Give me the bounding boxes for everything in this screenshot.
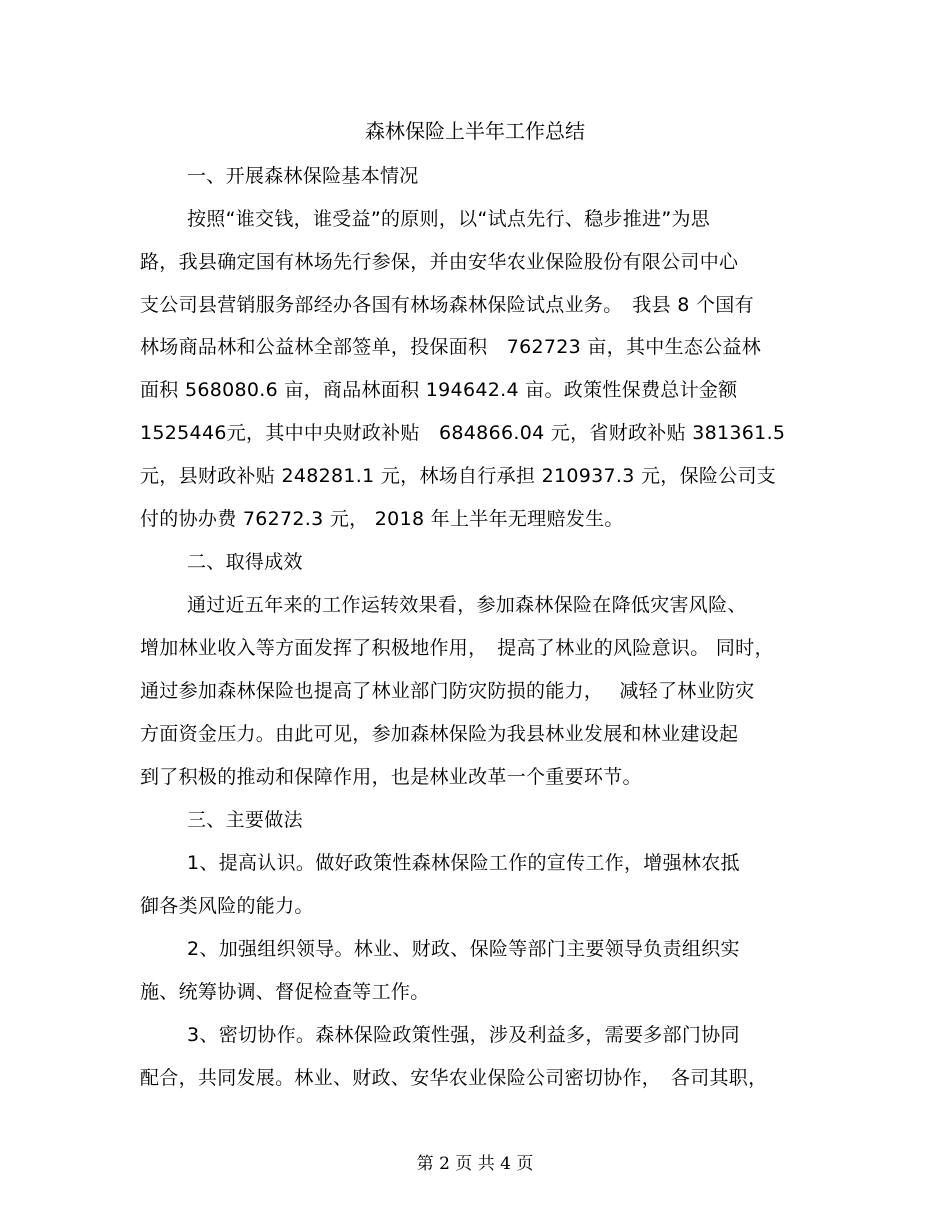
paragraph-line: 方面资金压力。由此可见，参加森林保险为我县林业发展和林业建设起 <box>140 723 739 745</box>
section-heading-3: 三、主要做法 <box>187 809 303 831</box>
paragraph-line: 路，我县确定国有林场先行参保，并由安华农业保险股份有限公司中心 <box>140 251 739 273</box>
paragraph-line: 增加林业收入等方面发挥了积极地作用， 提高了林业的风险意识。 同时， <box>140 637 774 659</box>
paragraph-line: 施、统筹协调、督促检查等工作。 <box>140 981 430 1003</box>
paragraph-line: 面积 568080.6 亩，商品林面积 194642.4 亩。政策性保费总计金额 <box>140 379 738 401</box>
paragraph-line: 付的协办费 76272.3 元， 2018 年上半年无理赔发生。 <box>140 508 624 530</box>
paragraph-line: 1525446元，其中中央财政补贴 684866.04 元，省财政补贴 381361.5 <box>140 422 786 444</box>
paragraph-line: 按照“谁交钱，谁受益”的原则，以“试点先行、稳步推进”为思 <box>187 208 711 230</box>
paragraph-line: 到了积极的推动和保障作用，也是林业改革一个重要环节。 <box>140 766 642 788</box>
paragraph-line: 林场商品林和公益林全部签单，投保面积 762723 亩，其中生态公益林 <box>140 336 762 358</box>
paragraph-line: 2、加强组织领导。林业、财政、保险等部门主要领导负责组织实 <box>187 938 740 960</box>
paragraph-line: 通过参加森林保险也提高了林业部门防灾防损的能力， 减轻了林业防灾 <box>140 680 755 702</box>
paragraph-line: 3、密切协作。森林保险政策性强，涉及利益多，需要多部门协同 <box>187 1024 740 1046</box>
page-number-footer: 第 2 页 共 4 页 <box>416 1154 534 1174</box>
paragraph-line: 通过近五年来的工作运转效果看，参加森林保险在降低灾害风险、 <box>187 594 747 616</box>
paragraph-line: 元，县财政补贴 248281.1 元，林场自行承担 210937.3 元，保险公司支 <box>140 465 777 487</box>
paragraph-line: 御各类风险的能力。 <box>140 895 314 917</box>
section-heading-2: 二、取得成效 <box>187 551 303 573</box>
paragraph-line: 1、提高认识。做好政策性森林保险工作的宣传工作，增强林农抵 <box>187 852 740 874</box>
section-heading-1: 一、开展森林保险基本情况 <box>187 165 419 187</box>
paragraph-line: 配合，共同发展。林业、财政、安华农业保险公司密切协作， 各司其职， <box>140 1067 768 1089</box>
paragraph-line: 支公司县营销服务部经办各国有林场森林保险试点业务。 我县 8 个国有 <box>140 294 754 316</box>
document-title: 森林保险上半年工作总结 <box>365 119 585 143</box>
